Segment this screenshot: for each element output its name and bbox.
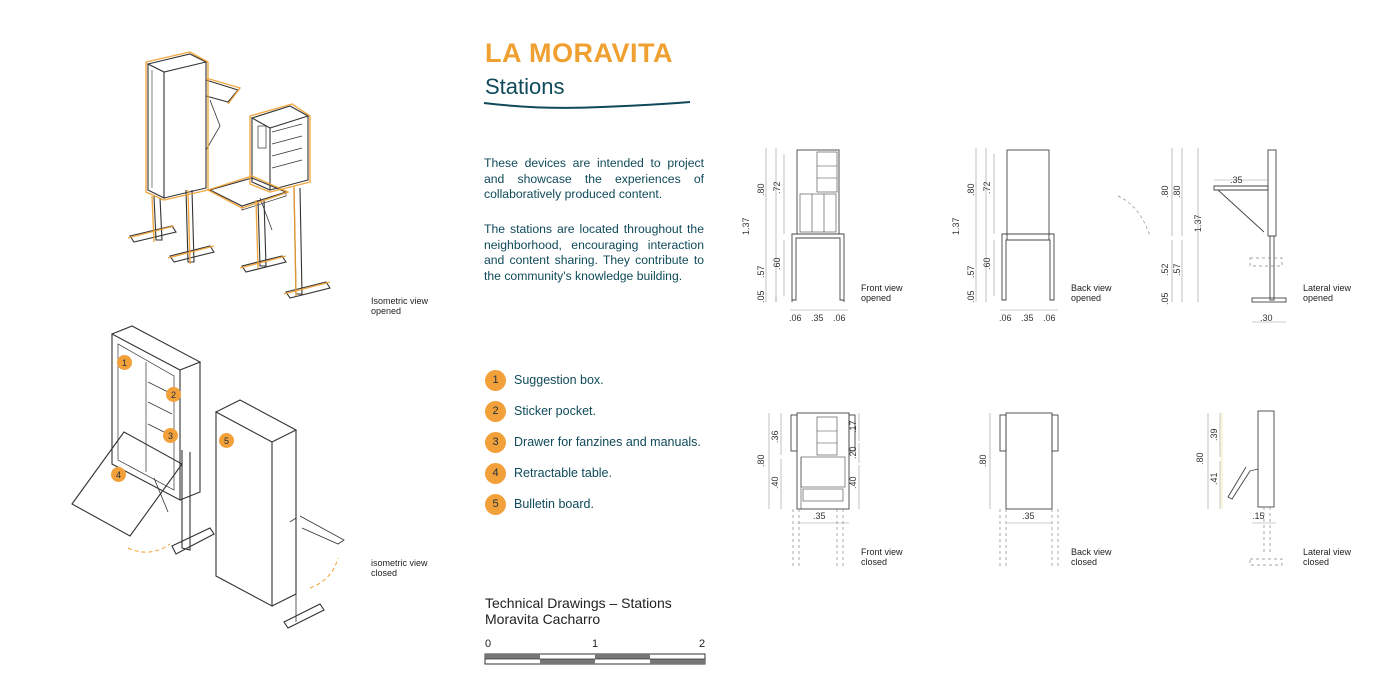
dim-front-closed-r-top: .17 — [848, 420, 858, 433]
legend-number-badge: 2 — [485, 401, 506, 422]
dim-front-closed-width: .35 — [813, 511, 826, 521]
lateral-view-closed-drawing — [1180, 405, 1300, 575]
caption-back-opened — [1071, 283, 1112, 303]
caption-line: Isometric view — [371, 296, 429, 306]
caption-line: Lateral view — [1303, 283, 1352, 293]
dim-back-closed-height: .80 — [978, 454, 988, 467]
dim-front-opened-upper-inner: .72 — [772, 181, 782, 194]
legend-label: Bulletin board. — [514, 497, 594, 511]
caption-line: opened — [861, 293, 892, 303]
description-paragraph-1: These devices are intended to project and showcase the experiences of collaboratively produced content. — [484, 156, 704, 201]
dim-lateral-closed-depth: .15 — [1252, 511, 1265, 521]
caption-line: closed — [1071, 557, 1098, 567]
legend-item — [485, 430, 701, 454]
dim-lateral-opened-base: .05 — [1160, 292, 1170, 305]
dim-lateral-opened-upper-inner: .80 — [1172, 185, 1182, 198]
dim-back-opened-lower: .57 — [966, 265, 976, 278]
caption-front-closed — [861, 547, 903, 567]
caption-line: Front view — [861, 547, 903, 557]
back-view-opened-drawing — [950, 140, 1060, 340]
caption-line: Front view — [861, 283, 903, 293]
dim-lateral-opened-total: 1.37 — [1193, 214, 1203, 232]
scale-label-0: 0 — [485, 638, 492, 650]
dim-back-opened-w1: .06 — [999, 313, 1012, 323]
caption-line: closed — [371, 568, 398, 578]
caption-line: opened — [1303, 293, 1334, 303]
legend-label: Drawer for fanzines and manuals. — [514, 435, 701, 449]
dim-lateral-opened-foot: .30 — [1260, 313, 1273, 323]
caption-line: opened — [1071, 293, 1102, 303]
dim-front-opened-upper: .80 — [756, 183, 766, 196]
footer-line-2: Moravita Cacharro — [485, 611, 601, 627]
dim-lateral-closed-height: .80 — [1195, 452, 1205, 465]
legend-label: Sticker pocket. — [514, 404, 596, 418]
dim-back-opened-upper-inner: .72 — [982, 181, 992, 194]
footer-title — [485, 595, 672, 627]
dim-lateral-closed-lower: .41 — [1209, 472, 1219, 485]
dim-front-closed-r-mid: .20 — [848, 446, 858, 459]
scale-label-1: 1 — [592, 638, 599, 650]
caption-iso-closed — [371, 558, 428, 578]
dim-front-opened-w3: .06 — [833, 313, 846, 323]
footer-line-1: Technical Drawings – Stations — [485, 595, 672, 611]
dim-lateral-opened-upper: .80 — [1160, 185, 1170, 198]
legend-number-badge: 5 — [485, 494, 506, 515]
marker-label: 3 — [167, 430, 173, 441]
title-underline — [482, 99, 692, 113]
scale-label-2: 2 — [699, 638, 706, 650]
dim-front-opened-w2: .35 — [811, 313, 824, 323]
marker-label: 5 — [223, 435, 229, 446]
scale-bar — [484, 652, 706, 666]
lateral-view-opened-drawing — [1110, 140, 1300, 340]
legend-label: Retractable table. — [514, 466, 612, 480]
dim-front-closed-top: .36 — [770, 430, 780, 443]
front-view-closed-drawing — [745, 405, 865, 575]
dim-front-opened-lower: .57 — [756, 265, 766, 278]
caption-lateral-closed — [1303, 547, 1351, 567]
caption-line: Back view — [1071, 547, 1112, 557]
caption-back-closed — [1071, 547, 1112, 567]
caption-line: isometric view — [371, 558, 428, 568]
marker-2 — [166, 387, 181, 402]
front-view-opened-drawing — [740, 140, 850, 340]
dim-front-closed-bottom: .40 — [770, 476, 780, 489]
dim-front-opened-lower-inner: .60 — [772, 257, 782, 270]
caption-iso-opened — [371, 296, 428, 316]
marker-3 — [163, 428, 178, 443]
marker-label: 1 — [121, 357, 127, 368]
caption-line: Back view — [1071, 283, 1112, 293]
legend-item — [485, 368, 604, 392]
dim-front-closed-r-bot: .40 — [848, 476, 858, 489]
legend-item — [485, 399, 596, 423]
legend-number-badge: 3 — [485, 432, 506, 453]
caption-line: opened — [371, 306, 402, 316]
marker-label: 4 — [115, 469, 121, 480]
page-subtitle: Stations — [485, 74, 565, 99]
description-paragraph-2: The stations are located throughout the neighborhood, encouraging interaction and content sharing. They contribute to the community's knowledge building. — [484, 222, 704, 283]
dim-front-closed-height: .80 — [756, 454, 766, 467]
legend-number-badge: 1 — [485, 370, 506, 391]
dim-back-opened-base: .05 — [966, 290, 976, 303]
dim-lateral-opened-table: .35 — [1230, 175, 1243, 185]
dim-lateral-opened-lower-inner: .52 — [1160, 263, 1170, 276]
caption-line: closed — [1303, 557, 1330, 567]
dim-front-opened-w1: .06 — [789, 313, 802, 323]
dim-front-opened-total: 1.37 — [741, 217, 751, 235]
dim-back-opened-upper: .80 — [966, 183, 976, 196]
back-view-closed-drawing — [960, 405, 1080, 575]
caption-front-opened — [861, 283, 903, 303]
page-title: LA MORAVITA — [485, 38, 673, 68]
dim-back-opened-w3: .06 — [1043, 313, 1056, 323]
marker-5 — [219, 433, 234, 448]
caption-line: closed — [861, 557, 888, 567]
dim-back-opened-w2: .35 — [1021, 313, 1034, 323]
marker-4 — [111, 467, 126, 482]
legend-number-badge: 4 — [485, 463, 506, 484]
dim-back-closed-width: .35 — [1022, 511, 1035, 521]
dim-lateral-closed-upper: .39 — [1209, 428, 1219, 441]
marker-label: 2 — [170, 389, 176, 400]
legend-label: Suggestion box. — [514, 373, 604, 387]
dim-lateral-opened-lower: .57 — [1172, 263, 1182, 276]
caption-lateral-opened — [1303, 283, 1351, 303]
dim-back-opened-lower-inner: .60 — [982, 257, 992, 270]
caption-line: Lateral view — [1303, 547, 1352, 557]
marker-1 — [117, 355, 132, 370]
dim-back-opened-total: 1.37 — [951, 217, 961, 235]
legend-item — [485, 461, 612, 485]
dim-front-opened-base: .05 — [756, 290, 766, 303]
legend-item — [485, 492, 594, 516]
